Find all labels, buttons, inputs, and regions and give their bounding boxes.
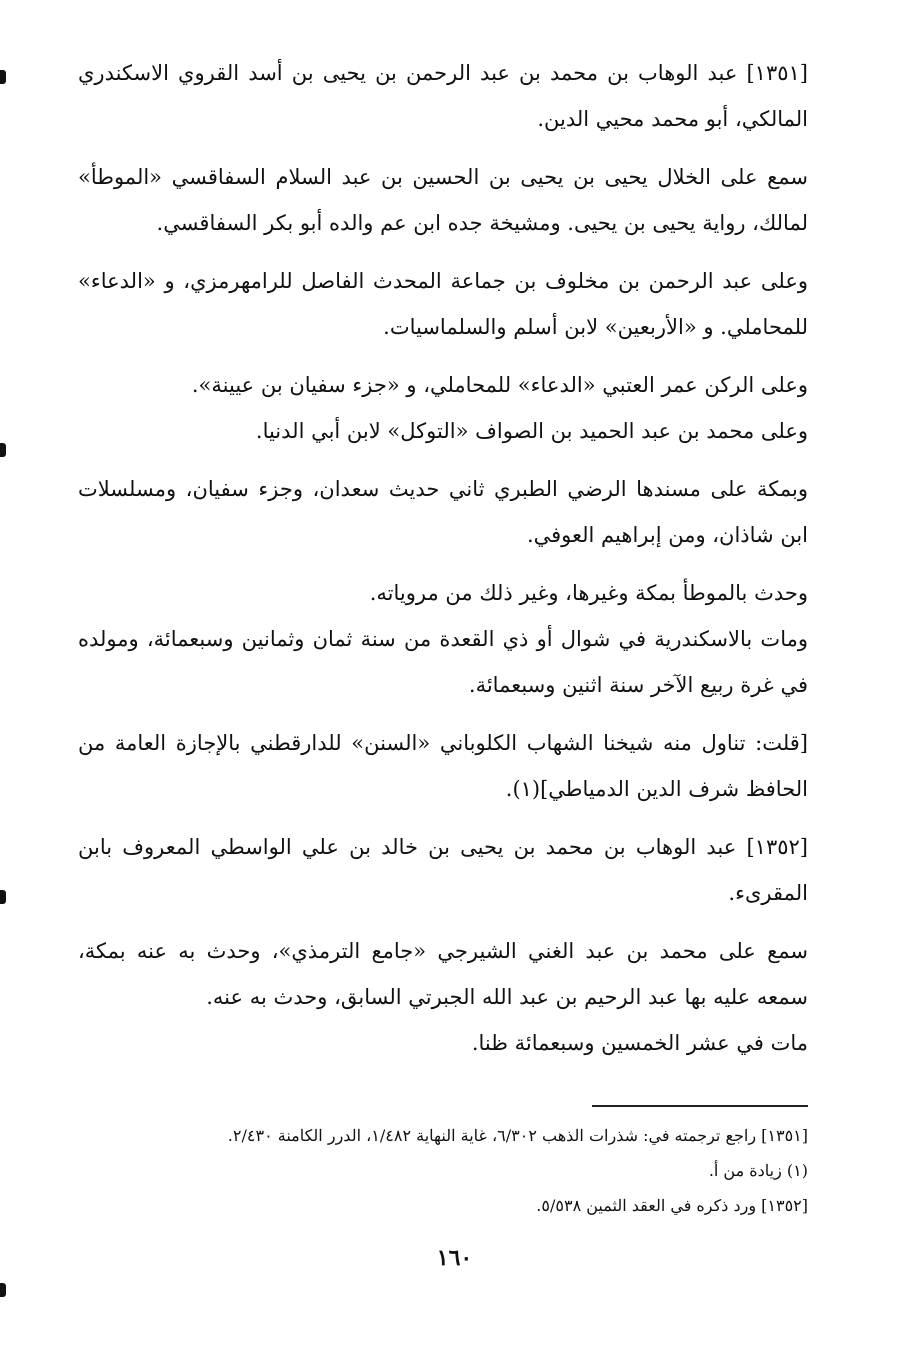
entry-1351-heard-al-utbi: وعلى الركن عمر العتبي «الدعاء» للمحاملي، و «جزء سفيان بن عيينة». [191, 373, 808, 397]
footnote-divider [592, 1105, 808, 1107]
entry-1352-heading: [١٣٥٢] عبد الوهاب بن محمد بن يحيى بن خالد بن علي الواسطي المعروف بابن المقرىء. [78, 835, 808, 905]
footnote-1: (١) زيادة من أ. [708, 1161, 808, 1180]
main-text [78, 50, 808, 1066]
scan-edge-mark [0, 443, 6, 457]
scan-edge-mark [0, 890, 6, 904]
entry-1352-heard: سمع على محمد بن عبد الغني الشيرجي «جامع الترمذي»، وحدث به عنه بمكة، سمعه عليه بها عبد الرحيم بن عبد الله الجبرتي السابق، وحدث به عنه. [78, 939, 808, 1009]
page-number: ١٦٠ [436, 1245, 473, 1271]
footnote-1352: [١٣٥٢] ورد ذكره في العقد الثمين ٥/٥٣٨. [536, 1196, 808, 1215]
entry-1351-narrated: وحدث بالموطأ بمكة وغيرها، وغير ذلك من مروياته. [369, 581, 808, 605]
entry-1352-death: مات في عشر الخمسين وسبعمائة ظنا. [471, 1031, 808, 1055]
scan-edge-mark [0, 70, 6, 84]
entry-1351-heard-ibn-jamaa: وعلى عبد الرحمن بن مخلوف بن جماعة المحدث الفاصل للرامهرمزي، و «الدعاء» للمحاملي. و «الأربعين» لابن أسلم والسلماسيات. [78, 269, 808, 339]
entry-1351-note: [قلت: تناول منه شيخنا الشهاب الكلوباني «السنن» للدارقطني بالإجازة العامة من الحافظ شرف الدين الدمياطي](١). [78, 731, 808, 801]
footnotes [140, 1118, 808, 1223]
scan-edge-mark [0, 1283, 6, 1297]
entry-1351-in-mecca: وبمكة على مسندها الرضي الطبري ثاني حديث سعدان، وجزء سفيان، ومسلسلات ابن شاذان، ومن إبراهيم العوفي. [78, 477, 809, 547]
footnote-1351: [١٣٥١] راجع ترجمته في: شذرات الذهب ٦/٣٠٢، غاية النهاية ١/٤٨٢، الدرر الكامنة ٢/٤٣٠. [227, 1126, 808, 1145]
entry-1351-death: ومات بالاسكندرية في شوال أو ذي القعدة من سنة ثمان وثمانين وسبعمائة، ومولده في غرة ربيع الآخر سنة اثنين وسبعمائة. [78, 627, 808, 697]
entry-1351-heard-ibn-al-sawwaf: وعلى محمد بن عبد الحميد بن الصواف «التوكل» لابن أبي الدنيا. [255, 419, 808, 443]
entry-1351-heading: [١٣٥١] عبد الوهاب بن محمد بن عبد الرحمن بن يحيى بن أسد القروي الاسكندري المالكي، أبو محمد محيي الدين. [78, 61, 808, 131]
entry-1351-heard-muwatta: سمع على الخلال يحيى بن يحيى بن الحسين بن عبد السلام السفاقسي «الموطأ» لمالك، رواية يحيى بن يحيى. ومشيخة جده ابن عم والده أبو بكر السفاقسي. [78, 165, 808, 235]
